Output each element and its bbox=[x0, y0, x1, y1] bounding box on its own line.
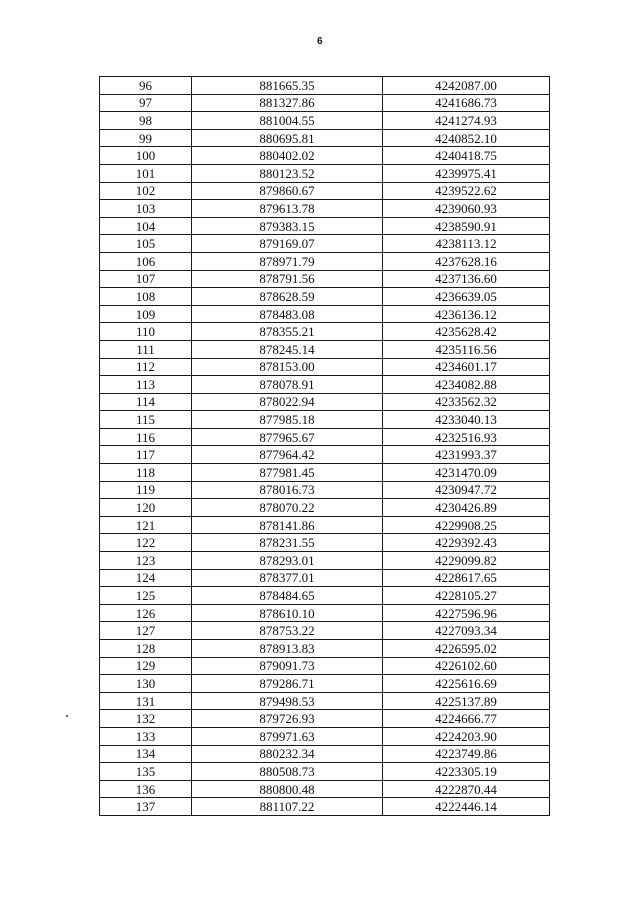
table-row bbox=[100, 727, 550, 745]
point-number-cell: 125 bbox=[100, 587, 192, 605]
point-number-cell: 137 bbox=[100, 798, 192, 816]
y-coordinate-cell: 4236639.05 bbox=[383, 288, 550, 306]
x-coordinate-cell: 878483.08 bbox=[192, 305, 383, 323]
x-coordinate-cell: 878078.91 bbox=[192, 376, 383, 394]
x-coordinate-cell: 877964.42 bbox=[192, 446, 383, 464]
x-coordinate-cell: 881665.35 bbox=[192, 77, 383, 95]
point-number-cell: 123 bbox=[100, 552, 192, 570]
x-coordinate-cell: 878971.79 bbox=[192, 252, 383, 270]
point-number-cell: 112 bbox=[100, 358, 192, 376]
table-row bbox=[100, 164, 550, 182]
x-coordinate-cell: 877985.18 bbox=[192, 411, 383, 429]
y-coordinate-cell: 4233040.13 bbox=[383, 411, 550, 429]
y-coordinate-cell: 4240852.10 bbox=[383, 129, 550, 147]
x-coordinate-cell: 878245.14 bbox=[192, 340, 383, 358]
table-row bbox=[100, 745, 550, 763]
y-coordinate-cell: 4241274.93 bbox=[383, 112, 550, 130]
point-number-cell: 99 bbox=[100, 129, 192, 147]
table-row bbox=[100, 270, 550, 288]
point-number-cell: 114 bbox=[100, 393, 192, 411]
point-number-cell: 116 bbox=[100, 428, 192, 446]
y-coordinate-cell: 4239060.93 bbox=[383, 200, 550, 218]
y-coordinate-cell: 4226595.02 bbox=[383, 640, 550, 658]
table-row bbox=[100, 446, 550, 464]
y-coordinate-cell: 4239975.41 bbox=[383, 164, 550, 182]
y-coordinate-cell: 4228617.65 bbox=[383, 569, 550, 587]
table-row bbox=[100, 411, 550, 429]
y-coordinate-cell: 4235116.56 bbox=[383, 340, 550, 358]
x-coordinate-cell: 881004.55 bbox=[192, 112, 383, 130]
table-row bbox=[100, 428, 550, 446]
point-number-cell: 109 bbox=[100, 305, 192, 323]
coordinates-table-body bbox=[100, 77, 550, 816]
table-row bbox=[100, 77, 550, 95]
table-row bbox=[100, 376, 550, 394]
table-row bbox=[100, 622, 550, 640]
point-number-cell: 132 bbox=[100, 710, 192, 728]
table-row bbox=[100, 481, 550, 499]
point-number-cell: 108 bbox=[100, 288, 192, 306]
point-number-cell: 119 bbox=[100, 481, 192, 499]
point-number-cell: 121 bbox=[100, 516, 192, 534]
table-row bbox=[100, 129, 550, 147]
x-coordinate-cell: 878484.65 bbox=[192, 587, 383, 605]
x-coordinate-cell: 878355.21 bbox=[192, 323, 383, 341]
table-row bbox=[100, 112, 550, 130]
table-row bbox=[100, 569, 550, 587]
point-number-cell: 105 bbox=[100, 235, 192, 253]
y-coordinate-cell: 4238590.91 bbox=[383, 217, 550, 235]
x-coordinate-cell: 881107.22 bbox=[192, 798, 383, 816]
y-coordinate-cell: 4223305.19 bbox=[383, 763, 550, 781]
x-coordinate-cell: 879383.15 bbox=[192, 217, 383, 235]
y-coordinate-cell: 4240418.75 bbox=[383, 147, 550, 165]
x-coordinate-cell: 878141.86 bbox=[192, 516, 383, 534]
table-row bbox=[100, 604, 550, 622]
table-row bbox=[100, 94, 550, 112]
x-coordinate-cell: 878753.22 bbox=[192, 622, 383, 640]
table-row bbox=[100, 516, 550, 534]
table-row bbox=[100, 534, 550, 552]
table-row bbox=[100, 288, 550, 306]
y-coordinate-cell: 4238113.12 bbox=[383, 235, 550, 253]
point-number-cell: 113 bbox=[100, 376, 192, 394]
point-number-cell: 133 bbox=[100, 727, 192, 745]
y-coordinate-cell: 4232516.93 bbox=[383, 428, 550, 446]
y-coordinate-cell: 4231470.09 bbox=[383, 464, 550, 482]
point-number-cell: 111 bbox=[100, 340, 192, 358]
x-coordinate-cell: 879971.63 bbox=[192, 727, 383, 745]
y-coordinate-cell: 4242087.00 bbox=[383, 77, 550, 95]
point-number-cell: 136 bbox=[100, 780, 192, 798]
table-row bbox=[100, 710, 550, 728]
x-coordinate-cell: 880123.52 bbox=[192, 164, 383, 182]
x-coordinate-cell: 878791.56 bbox=[192, 270, 383, 288]
x-coordinate-cell: 877981.45 bbox=[192, 464, 383, 482]
y-coordinate-cell: 4224203.90 bbox=[383, 727, 550, 745]
y-coordinate-cell: 4236136.12 bbox=[383, 305, 550, 323]
table-row bbox=[100, 340, 550, 358]
point-number-cell: 129 bbox=[100, 657, 192, 675]
x-coordinate-cell: 878628.59 bbox=[192, 288, 383, 306]
y-coordinate-cell: 4224666.77 bbox=[383, 710, 550, 728]
point-number-cell: 122 bbox=[100, 534, 192, 552]
y-coordinate-cell: 4228105.27 bbox=[383, 587, 550, 605]
y-coordinate-cell: 4239522.62 bbox=[383, 182, 550, 200]
y-coordinate-cell: 4229392.43 bbox=[383, 534, 550, 552]
x-coordinate-cell: 877965.67 bbox=[192, 428, 383, 446]
point-number-cell: 124 bbox=[100, 569, 192, 587]
y-coordinate-cell: 4226102.60 bbox=[383, 657, 550, 675]
x-coordinate-cell: 881327.86 bbox=[192, 94, 383, 112]
table-row bbox=[100, 499, 550, 517]
point-number-cell: 107 bbox=[100, 270, 192, 288]
x-coordinate-cell: 878231.55 bbox=[192, 534, 383, 552]
y-coordinate-cell: 4229908.25 bbox=[383, 516, 550, 534]
x-coordinate-cell: 880508.73 bbox=[192, 763, 383, 781]
table-row bbox=[100, 763, 550, 781]
x-coordinate-cell: 880800.48 bbox=[192, 780, 383, 798]
table-row bbox=[100, 675, 550, 693]
x-coordinate-cell: 880695.81 bbox=[192, 129, 383, 147]
point-number-cell: 131 bbox=[100, 692, 192, 710]
y-coordinate-cell: 4237136.60 bbox=[383, 270, 550, 288]
table-row bbox=[100, 640, 550, 658]
x-coordinate-cell: 878153.00 bbox=[192, 358, 383, 376]
y-coordinate-cell: 4227596.96 bbox=[383, 604, 550, 622]
x-coordinate-cell: 879286.71 bbox=[192, 675, 383, 693]
table-row bbox=[100, 692, 550, 710]
point-number-cell: 101 bbox=[100, 164, 192, 182]
point-number-cell: 102 bbox=[100, 182, 192, 200]
table-row bbox=[100, 252, 550, 270]
point-number-cell: 96 bbox=[100, 77, 192, 95]
table-row bbox=[100, 305, 550, 323]
x-coordinate-cell: 878610.10 bbox=[192, 604, 383, 622]
point-number-cell: 106 bbox=[100, 252, 192, 270]
point-number-cell: 135 bbox=[100, 763, 192, 781]
y-coordinate-cell: 4230947.72 bbox=[383, 481, 550, 499]
y-coordinate-cell: 4222870.44 bbox=[383, 780, 550, 798]
point-number-cell: 134 bbox=[100, 745, 192, 763]
y-coordinate-cell: 4234082.88 bbox=[383, 376, 550, 394]
table-row bbox=[100, 464, 550, 482]
x-coordinate-cell: 879498.53 bbox=[192, 692, 383, 710]
table-row bbox=[100, 780, 550, 798]
y-coordinate-cell: 4223749.86 bbox=[383, 745, 550, 763]
point-number-cell: 110 bbox=[100, 323, 192, 341]
x-coordinate-cell: 879860.67 bbox=[192, 182, 383, 200]
table-row bbox=[100, 323, 550, 341]
point-number-cell: 128 bbox=[100, 640, 192, 658]
x-coordinate-cell: 878377.01 bbox=[192, 569, 383, 587]
table-row bbox=[100, 235, 550, 253]
table-row bbox=[100, 798, 550, 816]
table-row bbox=[100, 182, 550, 200]
point-number-cell: 104 bbox=[100, 217, 192, 235]
point-number-cell: 126 bbox=[100, 604, 192, 622]
y-coordinate-cell: 4234601.17 bbox=[383, 358, 550, 376]
x-coordinate-cell: 879091.73 bbox=[192, 657, 383, 675]
y-coordinate-cell: 4227093.34 bbox=[383, 622, 550, 640]
x-coordinate-cell: 878022.94 bbox=[192, 393, 383, 411]
x-coordinate-cell: 878070.22 bbox=[192, 499, 383, 517]
coordinates-table bbox=[99, 76, 550, 816]
y-coordinate-cell: 4237628.16 bbox=[383, 252, 550, 270]
point-number-cell: 118 bbox=[100, 464, 192, 482]
point-number-cell: 127 bbox=[100, 622, 192, 640]
page-number: 6 bbox=[316, 36, 324, 47]
y-coordinate-cell: 4225137.89 bbox=[383, 692, 550, 710]
y-coordinate-cell: 4233562.32 bbox=[383, 393, 550, 411]
point-number-cell: 115 bbox=[100, 411, 192, 429]
table-row bbox=[100, 657, 550, 675]
point-number-cell: 120 bbox=[100, 499, 192, 517]
x-coordinate-cell: 879613.78 bbox=[192, 200, 383, 218]
table-row bbox=[100, 393, 550, 411]
x-coordinate-cell: 878293.01 bbox=[192, 552, 383, 570]
y-coordinate-cell: 4222446.14 bbox=[383, 798, 550, 816]
table-row bbox=[100, 358, 550, 376]
y-coordinate-cell: 4241686.73 bbox=[383, 94, 550, 112]
x-coordinate-cell: 878016.73 bbox=[192, 481, 383, 499]
table-row bbox=[100, 147, 550, 165]
table-row bbox=[100, 552, 550, 570]
y-coordinate-cell: 4229099.82 bbox=[383, 552, 550, 570]
table-row bbox=[100, 217, 550, 235]
y-coordinate-cell: 4225616.69 bbox=[383, 675, 550, 693]
y-coordinate-cell: 4230426.89 bbox=[383, 499, 550, 517]
scan-speck bbox=[66, 715, 68, 717]
x-coordinate-cell: 879169.07 bbox=[192, 235, 383, 253]
point-number-cell: 103 bbox=[100, 200, 192, 218]
y-coordinate-cell: 4231993.37 bbox=[383, 446, 550, 464]
point-number-cell: 130 bbox=[100, 675, 192, 693]
table-row bbox=[100, 200, 550, 218]
x-coordinate-cell: 878913.83 bbox=[192, 640, 383, 658]
x-coordinate-cell: 880232.34 bbox=[192, 745, 383, 763]
y-coordinate-cell: 4235628.42 bbox=[383, 323, 550, 341]
point-number-cell: 117 bbox=[100, 446, 192, 464]
point-number-cell: 97 bbox=[100, 94, 192, 112]
point-number-cell: 100 bbox=[100, 147, 192, 165]
table-row bbox=[100, 587, 550, 605]
x-coordinate-cell: 879726.93 bbox=[192, 710, 383, 728]
point-number-cell: 98 bbox=[100, 112, 192, 130]
x-coordinate-cell: 880402.02 bbox=[192, 147, 383, 165]
